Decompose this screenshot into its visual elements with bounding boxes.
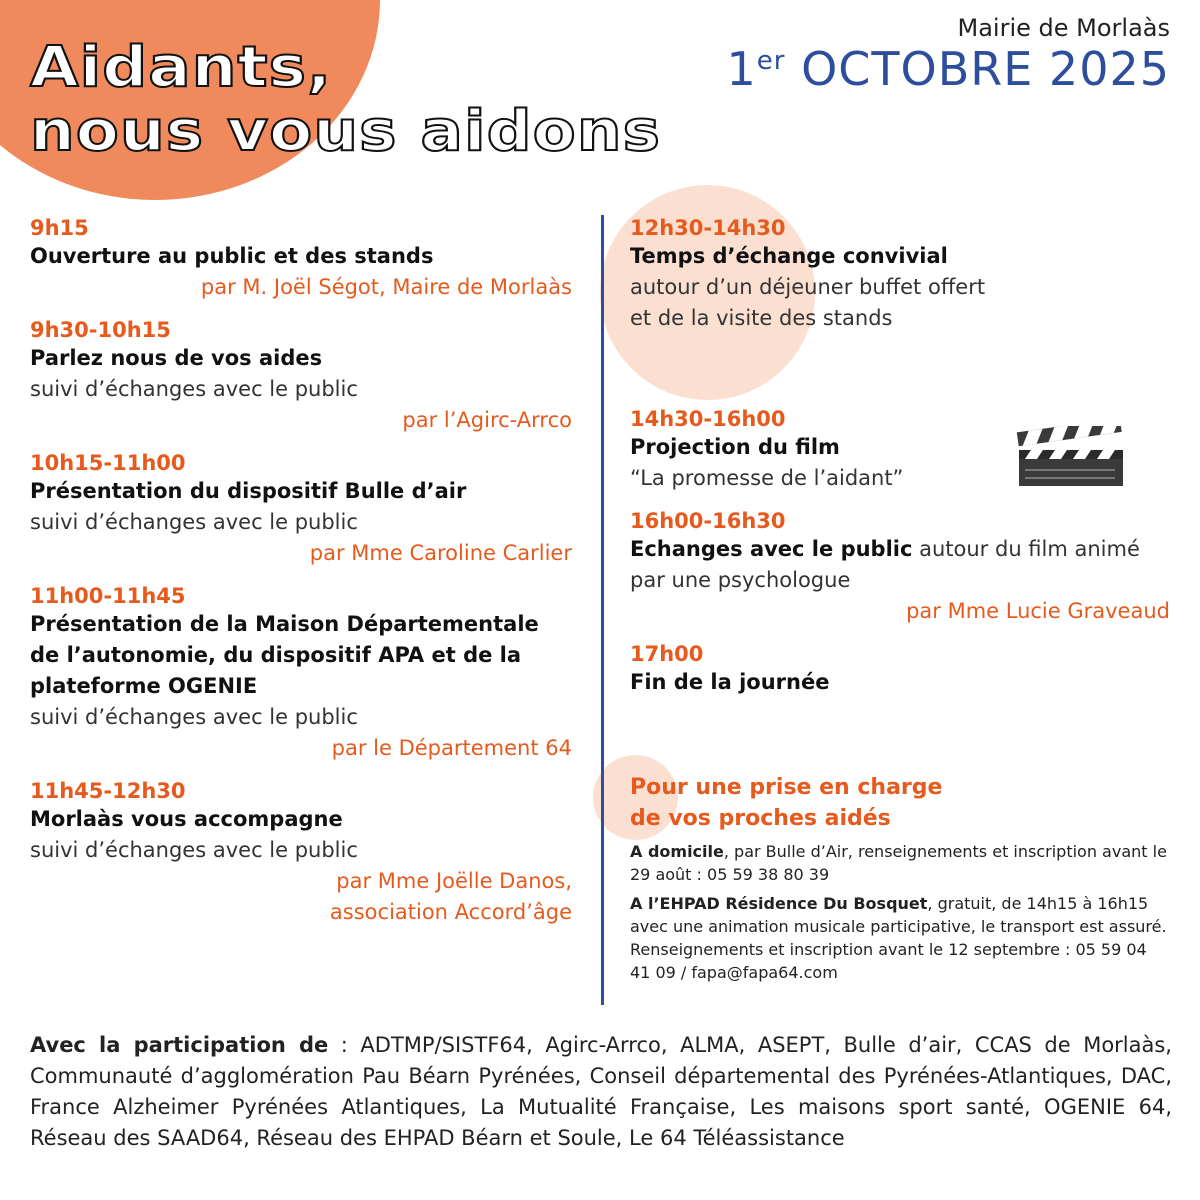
program-title: Projection du film bbox=[630, 435, 840, 459]
program-item bbox=[30, 450, 572, 569]
program-speaker-org: association Accord’âge bbox=[329, 900, 572, 924]
care-section bbox=[630, 772, 1170, 984]
program-speaker: par Mme Joëlle Danos, bbox=[336, 869, 572, 893]
program-speaker: par M. Joël Ségot, Maire de Morlaàs bbox=[200, 275, 572, 299]
program-item bbox=[30, 317, 572, 436]
program-time: 16h00-16h30 bbox=[630, 509, 786, 533]
program-subtitle: autour d’un déjeuner buffet offert bbox=[630, 275, 986, 299]
partners-footer: Avec la participation de : ADTMP/SISTF64, Agirc-Arrco, ALMA, ASEPT, Bulle d’air, CCAS de Morlaàs, Communauté d’agglomération Pau Béarn Pyrénées, Conseil départemental des Pyrénées-Atlantiques, DAC, France Alzheimer Pyrénées Atlantiques, La Mutualité Française, Les maisons sport santé, OGENIE 64, Réseau des SAAD64, Réseau des EHPAD Béarn et Soule, Le 64 Téléassistance bbox=[30, 1033, 1172, 1150]
program-left-column bbox=[30, 215, 572, 942]
care-ehpad: A l’EHPAD Résidence Du Bosquet, gratuit, de 14h15 à 16h15 avec une animation musicale participative, le transport est assuré. Renseignements et inscription avant le 12 septembre : 05 59 04 41 09 / fapa@fapa64.com bbox=[630, 894, 1167, 982]
program-item bbox=[630, 641, 1170, 698]
column-divider bbox=[601, 215, 604, 1005]
care-title: Pour une prise en charge bbox=[630, 775, 943, 800]
program-item bbox=[30, 778, 572, 928]
program-time: 11h45-12h30 bbox=[30, 779, 186, 803]
program-time: 10h15-11h00 bbox=[30, 451, 186, 475]
program-title: Ouverture au public et des stands bbox=[30, 244, 434, 268]
program-time: 17h00 bbox=[630, 642, 704, 666]
program-subtitle: suivi d’échanges avec le public bbox=[30, 838, 358, 862]
program-time: 11h00-11h45 bbox=[30, 584, 186, 608]
program-speaker: par Mme Lucie Graveaud bbox=[906, 599, 1170, 623]
program-title: Présentation de la Maison Départementale de l’autonomie, du dispositif APA et de la plateforme OGENIE bbox=[30, 612, 539, 698]
program-description: Echanges avec le public autour du film animé par une psychologue bbox=[630, 537, 1140, 592]
care-home: A domicile, par Bulle d’Air, renseignements et inscription avant le 29 août : 05 59 38 80 39 bbox=[630, 842, 1167, 884]
program-time: 9h30-10h15 bbox=[30, 318, 171, 342]
program-speaker: par l’Agirc-Arrco bbox=[402, 408, 572, 432]
program-subtitle: suivi d’échanges avec le public bbox=[30, 510, 358, 534]
program-right-column bbox=[630, 215, 1170, 984]
program-title: Temps d’échange convivial bbox=[630, 244, 948, 268]
program-item bbox=[30, 583, 572, 764]
program-item bbox=[630, 215, 1170, 334]
film-clapperboard-icon bbox=[1015, 426, 1127, 492]
program-title: Parlez nous de vos aides bbox=[30, 346, 323, 370]
program-title: Morlaàs vous accompagne bbox=[30, 807, 343, 831]
program-subtitle: suivi d’échanges avec le public bbox=[30, 377, 358, 401]
program-title: Fin de la journée bbox=[630, 670, 830, 694]
event-date: 1er OCTOBRE 2025 bbox=[726, 42, 1170, 96]
program-subtitle: suivi d’échanges avec le public bbox=[30, 705, 358, 729]
program-item bbox=[630, 508, 1170, 627]
program-time: 12h30-14h30 bbox=[630, 216, 786, 240]
program-time: 14h30-16h00 bbox=[630, 407, 786, 431]
program-title: Présentation du dispositif Bulle d’air bbox=[30, 479, 467, 503]
program-speaker: par le Département 64 bbox=[331, 736, 572, 760]
program-time: 9h15 bbox=[30, 216, 89, 240]
film-title: “La promesse de l’aidant” bbox=[630, 466, 904, 490]
program-speaker: par Mme Caroline Carlier bbox=[309, 541, 572, 565]
program-subtitle: et de la visite des stands bbox=[630, 306, 893, 330]
venue: Mairie de Morlaàs bbox=[957, 14, 1170, 42]
care-title: de vos proches aidés bbox=[630, 806, 891, 831]
page-title: Aidants, nous vous aidons bbox=[30, 35, 662, 164]
program-item bbox=[30, 215, 572, 303]
